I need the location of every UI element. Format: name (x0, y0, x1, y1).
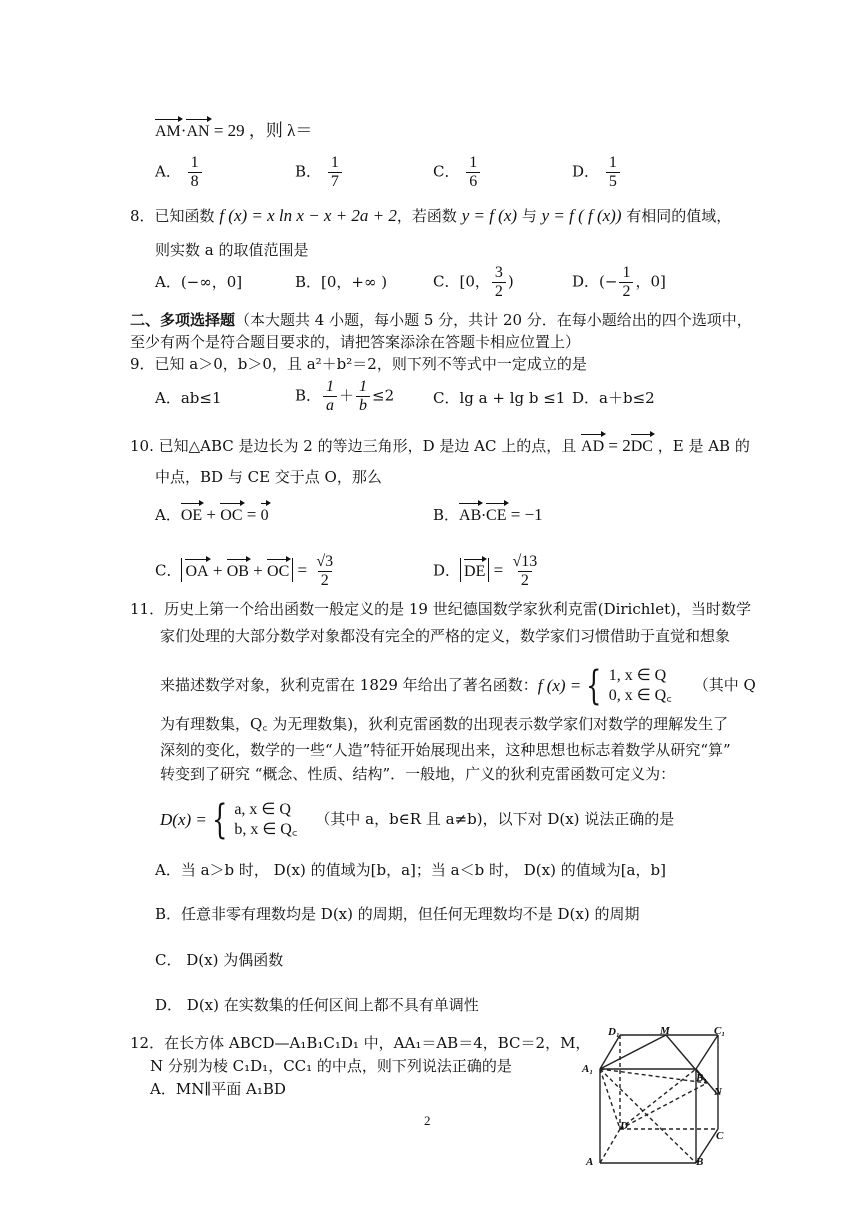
q7-option-d (572, 154, 622, 191)
q9-option-d: D．a＋b≤2 (572, 389, 655, 407)
fraction (323, 378, 337, 415)
q9-option-a: A．ab≤1 (155, 389, 222, 407)
label-b1: B₁ (696, 1072, 708, 1084)
q11-option-b: B．任意非零有理数均是 D(x) 的周期，但任何无理数均不是 D(x) 的周期 (155, 905, 640, 923)
q10-option-c (155, 553, 338, 590)
option-label: C． (155, 561, 182, 580)
q12-stem-line2: N 分别为棱 C₁D₁，CC₁ 的中点，则下列说法正确的是 (150, 1057, 512, 1075)
text: 8．已知函数 (130, 207, 220, 225)
numerator: 1 (326, 378, 335, 395)
case: b, x ∈ Q꜀ (234, 821, 298, 838)
option-label: A． (155, 162, 181, 181)
denominator: 2 (518, 571, 532, 590)
case: 1, x ∈ Q (608, 667, 667, 684)
text: （其中 a，b∈R 且 a≠b)，以下对 D(x) 说法正确的是 (315, 810, 675, 828)
q11-stem-line2: 家们处理的大部分数学对象都没有完全的严格的定义，数学家们习惯借助于直觉和想象 (160, 627, 731, 645)
option-label: B． (295, 162, 322, 181)
label-m: M (660, 1025, 670, 1037)
numerator: 1 (359, 378, 368, 395)
denominator: 8 (188, 172, 202, 191)
brace-icon: { (211, 797, 228, 843)
vector-an: AN (186, 118, 209, 142)
q9-option-c: C．lg a + lg b ≤1 (433, 389, 566, 407)
vector-ce: CE (486, 502, 506, 526)
text: = (242, 505, 261, 524)
section-2-header (130, 310, 752, 330)
zero-vector: 0 (261, 502, 269, 526)
label-d1: D₁ (608, 1026, 620, 1038)
q7-option-b (295, 154, 344, 191)
brace-icon: { (586, 663, 602, 709)
q8-option-d (572, 264, 666, 301)
numerator: 3 (494, 264, 503, 281)
q11-option-d: D． D(x) 在实数集的任何区间上都不具有单调性 (155, 996, 479, 1014)
q7-continuation (155, 118, 312, 142)
text: ，0] (635, 272, 666, 291)
magnitude (460, 558, 489, 582)
text: C．[0， (433, 272, 490, 291)
cuboid-figure (578, 1025, 728, 1175)
case: a, x ∈ Q (234, 801, 291, 818)
denominator: 7 (328, 172, 342, 191)
option-label: A． (155, 506, 181, 524)
section-title: 二、多项选择题 (130, 311, 236, 329)
denominator: 6 (466, 172, 480, 191)
text: = 2 (604, 436, 631, 455)
vector-de: DE (464, 558, 485, 582)
fraction (466, 154, 480, 191)
fraction (328, 154, 342, 191)
section-2-desc-line2: 至少有两个是符合题目要求的，请把答案添涂在答题卡相应位置上） (130, 333, 581, 351)
option-label: C． (433, 162, 460, 181)
q11-option-a: A．当 a＞b 时， D(x) 的值域为[b，a]；当 a＜b 时， D(x) 的值域为[a，b] (155, 861, 666, 879)
denominator: 2 (619, 282, 633, 301)
numerator: 1 (190, 154, 199, 171)
q10-option-a (155, 502, 269, 526)
label-n: N (714, 1086, 722, 1098)
denominator: b (356, 396, 370, 415)
numerator: √3 (316, 553, 334, 570)
piecewise-function (160, 797, 298, 843)
q9-stem: 9．已知 a＞0，b＞0，且 a²＋b²＝2，则下列不等式中一定成立的是 (130, 355, 587, 373)
vector-oe: OE (181, 502, 202, 526)
text: 有相同的值域， (621, 207, 732, 225)
denominator: 2 (318, 571, 332, 590)
q11-stem-line6: 转变到了研究 “概念、性质、结构”．一般地，广义的狄利克雷函数可定义为： (160, 765, 676, 783)
case: 0, x ∈ Q꜀ (608, 687, 672, 704)
q11-stem-line5: 深刻的变化，数学的一些“人造”特征开始展现出来，这种思想也标志着数学从研究“算” (160, 741, 731, 759)
q7-option-a (155, 154, 204, 191)
q11-stem-line4: 为有理数集，Q꜀ 为无理数集)，狄利克雷函数的出现表示数学家们对数学的理解发生了 (160, 715, 729, 733)
text: D．(− (572, 272, 618, 291)
label-b: B (696, 1156, 704, 1168)
denominator: a (323, 396, 337, 415)
label-c1: C₁ (714, 1025, 726, 1037)
numerator: 1 (330, 154, 339, 171)
label-d: D (620, 1120, 628, 1132)
cases (234, 800, 297, 840)
vector-am: AM (155, 118, 181, 142)
cases (609, 666, 672, 706)
label-a: A (586, 1156, 594, 1168)
text: （其中 Q (693, 676, 756, 694)
q11-option-c: C． D(x) 为偶函数 (155, 951, 284, 969)
text: + (202, 505, 221, 524)
page-number: 2 (424, 1113, 431, 1128)
formula: y = f (x) (461, 206, 518, 225)
vector-ad: AD (581, 433, 604, 457)
q11-stem-line3 (160, 663, 756, 709)
q11-stem-line7 (160, 797, 675, 843)
denominator: 2 (492, 282, 506, 301)
text: + (208, 560, 227, 580)
q11-stem-line1: 11．历史上第一个给出函数一般定义的是 19 世纪德国数学家狄利克雷(Dirichlet)，当时数学 (130, 600, 751, 618)
text: 来描述数学对象，狄利克雷在 1829 年给出了著名函数： (160, 676, 538, 694)
fraction (492, 264, 506, 301)
denominator: 5 (606, 172, 620, 191)
q8-option-b: B．[0，+∞ ) (295, 273, 388, 291)
fraction (619, 264, 633, 301)
q10-option-b (433, 502, 543, 526)
option-label: D． (433, 561, 461, 580)
q8-option-c (433, 264, 514, 301)
section-desc: （本大题共 4 小题，每小题 5 分，共计 20 分．在每小题给出的四个选项中， (235, 311, 752, 329)
numerator: 1 (608, 154, 617, 171)
q8-stem-line2: 则实数 a 的取值范围是 (155, 241, 309, 259)
q7-option-c (433, 154, 482, 191)
piecewise-function (537, 663, 672, 709)
formula: f (x) = x ln x − x + 2a + 2 (219, 206, 397, 225)
text: 与 (517, 207, 542, 225)
q12-option-a: A．MN∥平面 A₁BD (150, 1080, 286, 1098)
vector-oc: OC (267, 558, 289, 582)
q10-stem-line2: 中点，BD 与 CE 交于点 O，那么 (155, 468, 382, 486)
magnitude (181, 558, 293, 582)
q9-option-b (295, 378, 394, 415)
fraction (509, 553, 540, 590)
numerator: 1 (622, 264, 631, 281)
vector-ab: AB (459, 502, 481, 526)
fraction (313, 553, 336, 590)
text: 10. 已知△ABC 是边长为 2 的等边三角形，D 是边 AC 上的点，且 (130, 437, 582, 455)
q10-option-d (433, 553, 542, 590)
q8-stem-line1 (130, 206, 731, 226)
text: ≤2 (372, 386, 395, 405)
text: = −1 (506, 505, 543, 524)
dot-operator: · (481, 506, 487, 524)
fraction (356, 378, 370, 415)
numerator: √13 (512, 553, 538, 570)
text: ) (507, 272, 514, 291)
q12-stem-line1: 12．在长方体 ABCD—A₁B₁C₁D₁ 中，AA₁＝AB＝4，BC＝2，M， (130, 1034, 591, 1052)
formula: y = f ( f (x)) (541, 206, 622, 225)
option-label: D． (572, 162, 600, 181)
text: + (248, 560, 268, 580)
text: ，E 是 AB 的 (652, 437, 750, 455)
function-name: D(x) = (160, 810, 207, 829)
vector-oc: OC (220, 502, 242, 526)
q10-stem-line1 (130, 433, 750, 457)
fraction (188, 154, 202, 191)
text: ＋ (339, 386, 355, 405)
vector-oa: OA (185, 558, 208, 582)
option-label: B． (433, 506, 460, 524)
vector-dc: DC (631, 433, 653, 457)
dot-operator: · (180, 121, 187, 140)
label-c: C (716, 1130, 724, 1142)
label-a1: A₁ (582, 1063, 594, 1075)
text: = (489, 560, 508, 580)
text: B． (295, 386, 322, 405)
numerator: 1 (469, 154, 478, 171)
fraction (606, 154, 620, 191)
function-name: f (x) = (537, 676, 582, 695)
text: = (293, 560, 312, 580)
q7-tail: = 29 ，则 λ＝ (213, 121, 313, 140)
vector-ob: OB (227, 558, 249, 582)
text: ，若函数 (396, 207, 462, 225)
q8-option-a: A．(−∞，0] (155, 273, 243, 291)
